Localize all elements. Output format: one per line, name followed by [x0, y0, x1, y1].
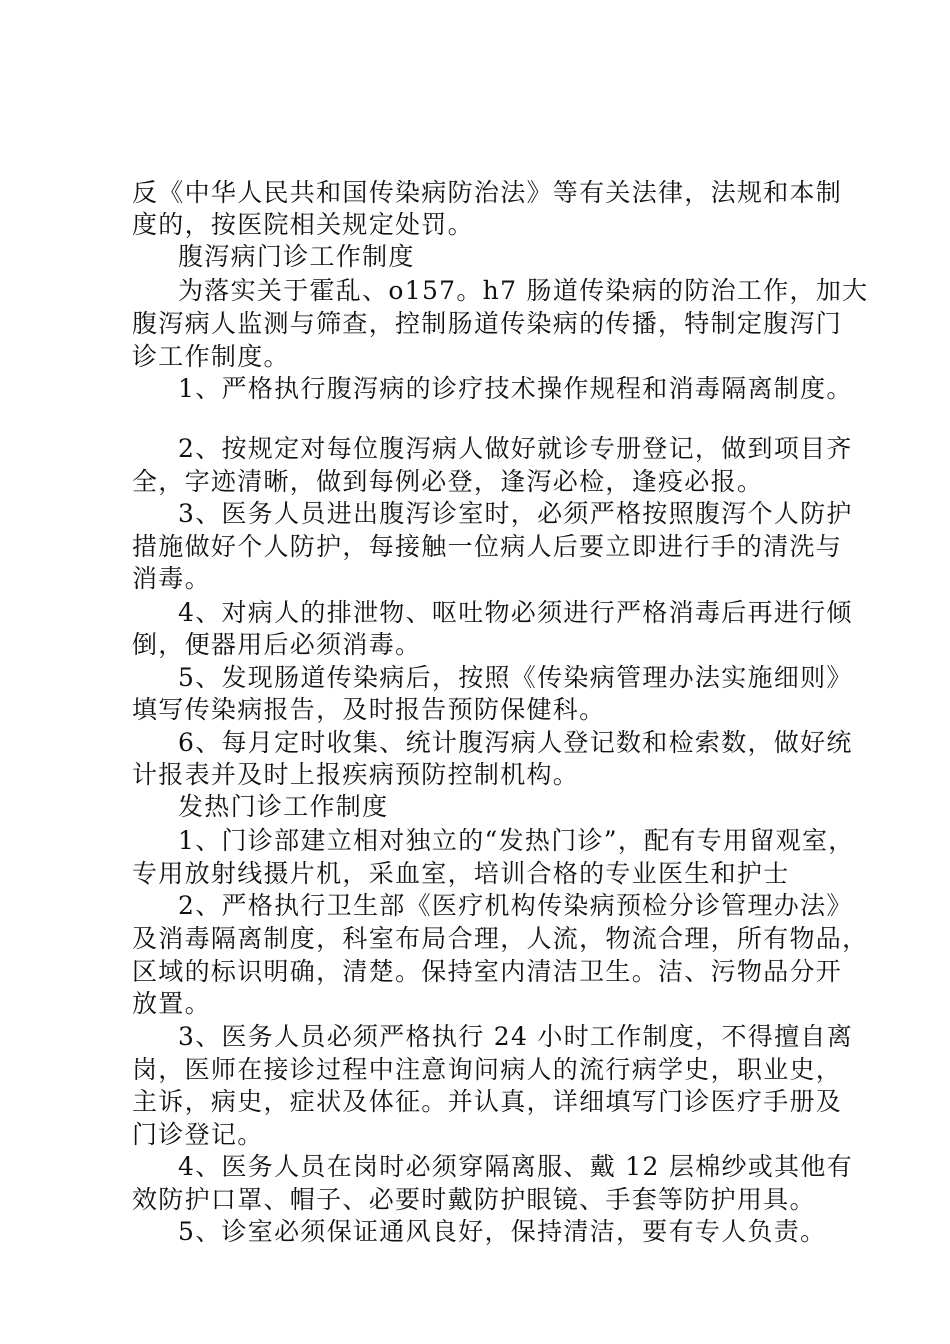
text-line: 倒，便器用后必须消毒。 — [132, 630, 422, 659]
text-line: 专用放射线摄片机，采血室，培训合格的专业医生和护士 — [132, 859, 790, 888]
text-line: 措施做好个人防护，每接触一位病人后要立即进行手的清洗与 — [132, 532, 843, 561]
text-line: 2、严格执行卫生部《医疗机构传染病预检分诊管理办法》 — [178, 891, 853, 920]
text-line: 3、医务人员必须严格执行 24 小时工作制度，不得擅自离 — [178, 1022, 854, 1051]
text-line: 填写传染病报告，及时报告预防保健科。 — [132, 695, 606, 724]
text-line: 门诊登记。 — [132, 1120, 264, 1149]
text-line: 3、医务人员进出腹泻诊室时，必须严格按照腹泻个人防护 — [178, 499, 853, 528]
text-line: 5、诊室必须保证通风良好，保持清洁，要有专人负责。 — [178, 1217, 827, 1246]
text-line: 计报表并及时上报疾病预防控制机构。 — [132, 760, 580, 789]
text-line: 反《中华人民共和国传染病防治法》等有关法律，法规和本制 — [132, 178, 843, 207]
section-heading: 腹泻病门诊工作制度 — [178, 242, 415, 271]
text-line: 1、严格执行腹泻病的诊疗技术操作规程和消毒隔离制度。 — [178, 374, 853, 403]
text-line: 岗，医师在接诊过程中注意询问病人的流行病学史，职业史， — [132, 1055, 843, 1084]
text-line: 区域的标识明确，清楚。保持室内清洁卫生。洁、污物品分开 — [132, 957, 843, 986]
text-line: 消毒。 — [132, 564, 211, 593]
text-line: 腹泻病人监测与筛查，控制肠道传染病的传播，特制定腹泻门 — [132, 309, 843, 338]
text-line: 放置。 — [132, 989, 211, 1018]
text-line: 度的，按医院相关规定处罚。 — [132, 210, 474, 239]
text-line: 主诉，病史，症状及体征。并认真，详细填写门诊医疗手册及 — [132, 1087, 843, 1116]
text-line: 2、按规定对每位腹泻病人做好就诊专册登记，做到项目齐 — [178, 434, 853, 463]
text-line: 诊工作制度。 — [132, 342, 290, 371]
text-line: 为落实关于霍乱、o157。h7 肠道传染病的防治工作，加大 — [178, 276, 869, 305]
text-line: 1、门诊部建立相对独立的“发热门诊”，配有专用留观室， — [178, 826, 855, 855]
text-line: 4、对病人的排泄物、呕吐物必须进行严格消毒后再进行倾 — [178, 598, 853, 627]
text-line: 4、医务人员在岗时必须穿隔离服、戴 12 层棉纱或其他有 — [178, 1152, 854, 1181]
text-line: 及消毒隔离制度，科室布局合理，人流，物流合理，所有物品， — [132, 924, 869, 953]
text-line: 5、发现肠道传染病后，按照《传染病管理办法实施细则》 — [178, 663, 853, 692]
text-line: 效防护口罩、帽子、必要时戴防护眼镜、手套等防护用具。 — [132, 1185, 816, 1214]
text-line: 6、每月定时收集、统计腹泻病人登记数和检索数，做好统 — [178, 728, 853, 757]
text-line: 全，字迹清晰，做到每例必登，逢泻必检，逢疫必报。 — [132, 467, 764, 496]
section-heading: 发热门诊工作制度 — [178, 792, 389, 821]
